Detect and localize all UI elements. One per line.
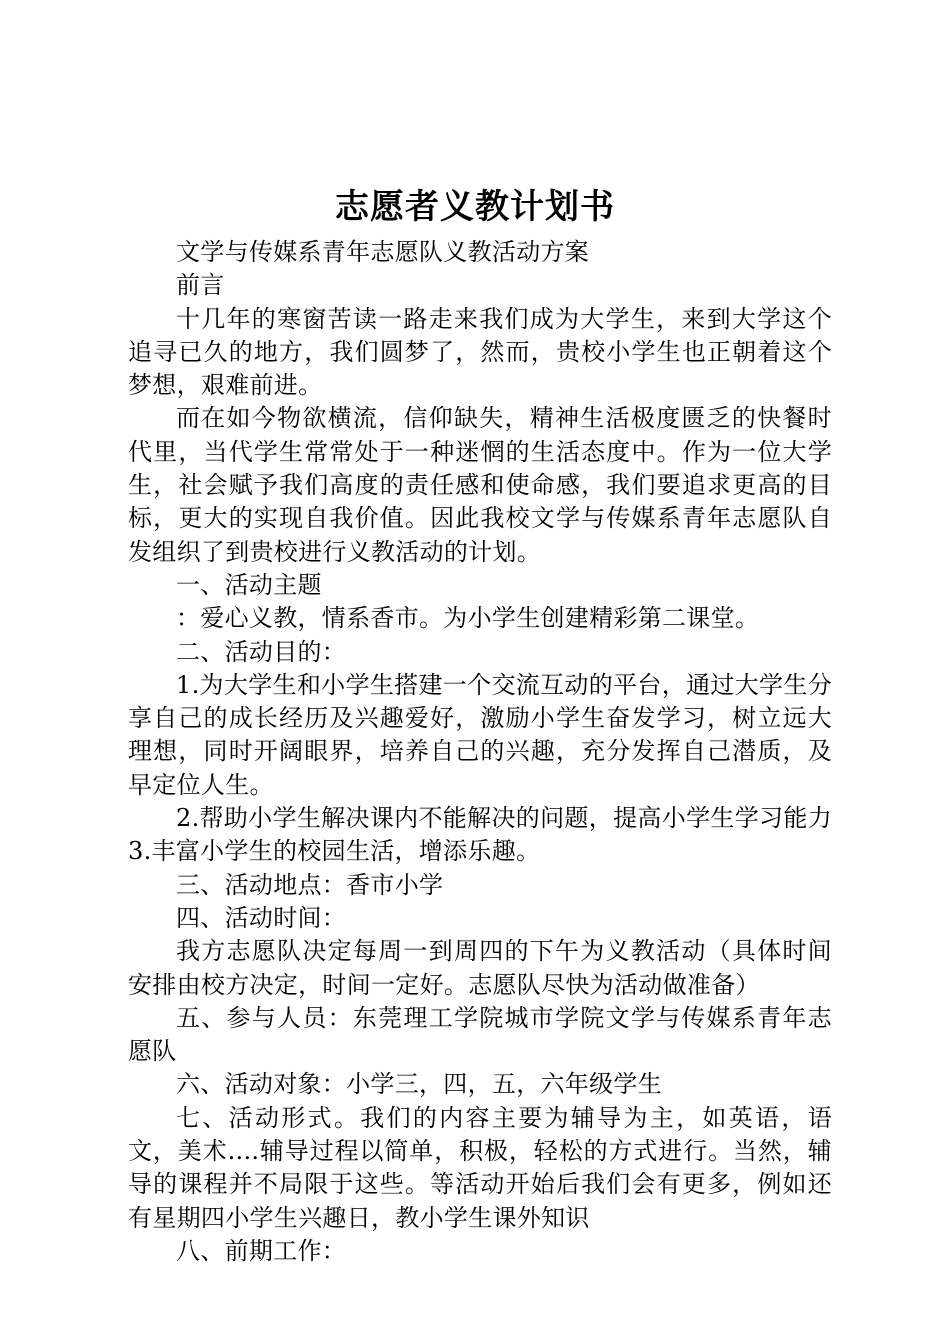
section-purpose-heading: 二、活动目的： — [176, 637, 347, 666]
preface-paragraph-2: 而在如今物欲横流，信仰缺失，精神生活极度匮乏的快餐时代里，当代学生常常处于一种迷惘的生活态度中。作为一位大学生，社会赋予我们高度的责任感和使命感，我们要追求更高的目标，更大的实现自我价值。因此我校文学与传媒系青年志愿队自发组织了到贵校进行义教活动的计划。 — [128, 404, 832, 566]
section-theme-text: ：爱心义教，情系香市。为小学生创建精彩第二课堂。 — [176, 604, 760, 633]
section-audience: 六、活动对象：小学三，四，五，六年级学生 — [176, 1070, 662, 1099]
section-location: 三、活动地点：香市小学 — [176, 870, 444, 899]
purpose-item-2-3: 2.帮助小学生解决课内不能解决的问题，提高小学生学习能力3.丰富小学生的校园生活，增添乐趣。 — [128, 804, 832, 866]
section-participants: 五、参与人员：东莞理工学院城市学院文学与传媒系青年志愿队 — [128, 1003, 832, 1066]
document-body — [128, 236, 832, 1268]
subtitle-paragraph: 文学与传媒系青年志愿队义教活动方案 — [176, 238, 590, 266]
section-preparation-heading: 八、前期工作： — [176, 1236, 347, 1265]
section-time-heading: 四、活动时间： — [176, 903, 347, 932]
preface-heading: 前言 — [176, 271, 225, 300]
section-time-text: 我方志愿队决定每周一到周四的下午为义教活动（具体时间安排由校方决定，时间一定好。志愿队尽快为活动做准备） — [128, 937, 832, 999]
document-title: 志愿者义教计划书 — [335, 187, 615, 227]
section-format: 七、活动形式。我们的内容主要为辅导为主，如英语，语文，美术....辅导过程以简单，积极，轻松的方式进行。当然，辅导的课程并不局限于这些。等活动开始后我们会有更多，例如还有星期四小学生兴趣日，教小学生课外知识 — [128, 1103, 832, 1232]
purpose-item-1: 1.为大学生和小学生搭建一个交流互动的平台，通过大学生分享自己的成长经历及兴趣爱好，激励小学生奋发学习，树立远大理想，同时开阔眼界，培养自己的兴趣，充分发挥自己潜质，及早定位人生。 — [128, 670, 832, 799]
section-theme-heading: 一、活动主题 — [176, 570, 322, 599]
preface-paragraph-1: 十几年的寒窗苦读一路走来我们成为大学生，来到大学这个追寻已久的地方，我们圆梦了，然而，贵校小学生也正朝着这个梦想，艰难前进。 — [128, 304, 832, 400]
